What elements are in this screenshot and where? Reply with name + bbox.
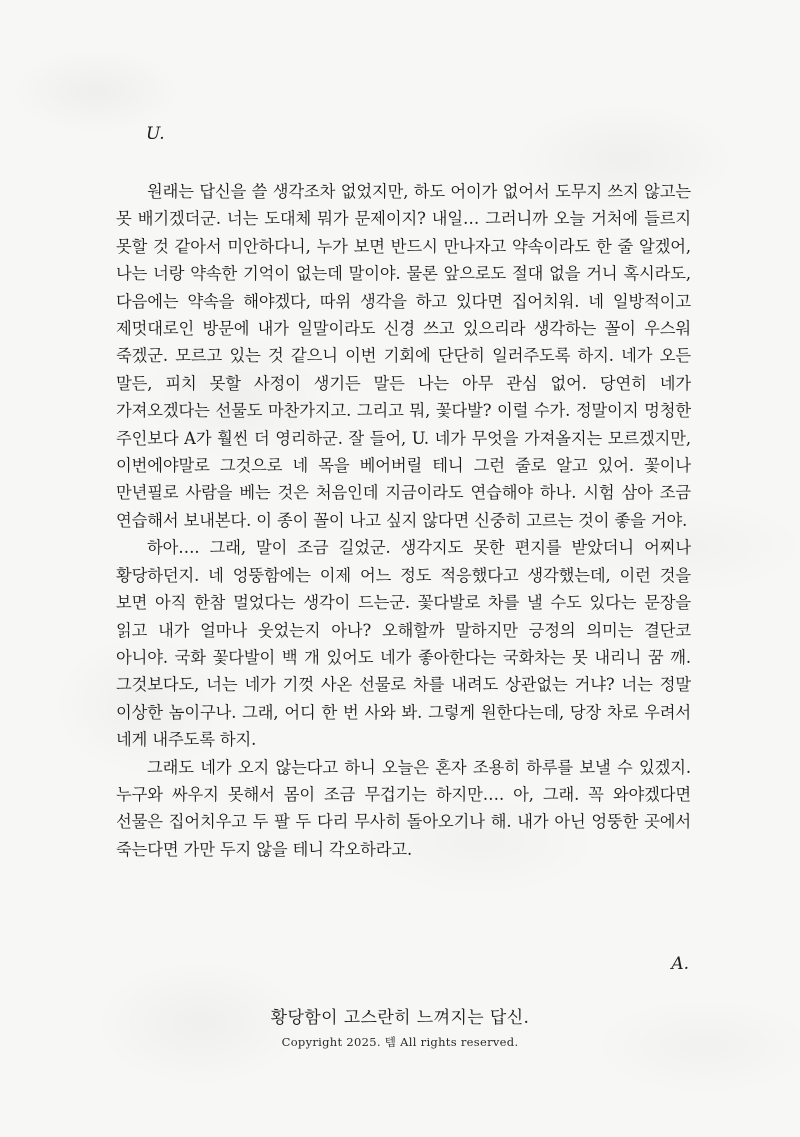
- letter-paragraph-3: 그래도 네가 오지 않는다고 하니 오늘은 혼자 조용히 하루를 보낼 수 있겠지. 누구와 싸우지 못해서 몸이 조금 무겁기는 하지만…. 아, 그래. 꼭 와야겠다면 선물은 집어치우고 두 팔 두 다리 무사히 돌아오기나 해. 내가 아닌 엉뚱한 곳에서 죽는다면 가만 두지 않을 테니 각오하라고.: [116, 757, 691, 859]
- letter-paragraph-1: 원래는 답신을 쓸 생각조차 없었지만, 하도 어이가 없어서 도무지 쓰지 않고는 못 배기겠더군. 너는 도대체 뭐가 문제이지? 내일… 그러니까 오늘 거처에 들르지 못할 것 같아서 미안하다니, 누가 보면 반드시 만나자고 약속이라도 한 줄 알겠어, 나는 너랑 약속한 기억이 없는데 말이야. 물론 앞으로도 절대 없을 거니 혹시라도, 다음에는 약속을 해야겠다, 따위 생각을 하고 있다면 집어치워. 네 일방적이고 제멋대로인 방문에 내가 일말이라도 신경 쓰고 있으리라 생각하는 꼴이 우스워 죽겠군. 모르고 있는 것 같으니 이번 기회에 단단히 일러주도록 하지. 네가 오든 말든, 피치 못할 사정이 생기든 말든 나는 아무 관심 없어. 당연히 네가 가져오겠다는 선물도 마찬가지고. 그리고 뭐, 꽃다발? 이럴 수가. 정말이지 멍청한 주인보다 A가 훨씬 더 영리하군. 잘 들어, U. 네가 무엇을 가져올지는 모르겠지만, 이번에야말로 그것으로 네 목을 베어버릴 테니 그런 줄로 알고 있어. 꽃이나 만년필로 사람을 베는 것은 처음인데 지금이라도 연습해야 하나. 시험 삼아 조금 연습해서 보내본다. 이 종이 꼴이 나고 싶지 않다면 신중히 고르는 것이 좋을 거야.: [116, 182, 691, 530]
- footer-title: 황당함이 고스란히 느껴지는 답신.: [270, 1008, 530, 1028]
- letter-body: [116, 178, 691, 863]
- footer: [0, 1003, 800, 1050]
- letter-salutation: U.: [146, 124, 166, 144]
- footer-copyright: Copyright 2025. 템 All rights reserved.: [281, 1035, 519, 1049]
- letter-paragraph-2: 하아…. 그래, 말이 조금 길었군. 생각지도 못한 편지를 받았더니 어찌나 황당하던지. 네 엉뚱함에는 이제 어느 정도 적응했다고 생각했는데, 이런 것을 보면 아직 한참 멀었다는 생각이 드는군. 꽃다발로 차를 낼 수도 있다는 문장을 읽고 내가 얼마나 웃었는지 아나? 오해할까 말하지만 긍정의 의미는 결단코 아니야. 국화 꽃다발이 백 개 있어도 네가 좋아한다는 국화차는 못 내리니 꿈 깨. 그것보다도, 너는 네가 기껏 사온 선물로 차를 내려도 상관없는 거냐? 너는 정말 이상한 놈이구나. 그래, 어디 한 번 사와 봐. 그렇게 원한다는데, 당장 차로 우려서 네게 내주도록 하지.: [116, 538, 691, 750]
- letter-signature: A.: [671, 954, 689, 974]
